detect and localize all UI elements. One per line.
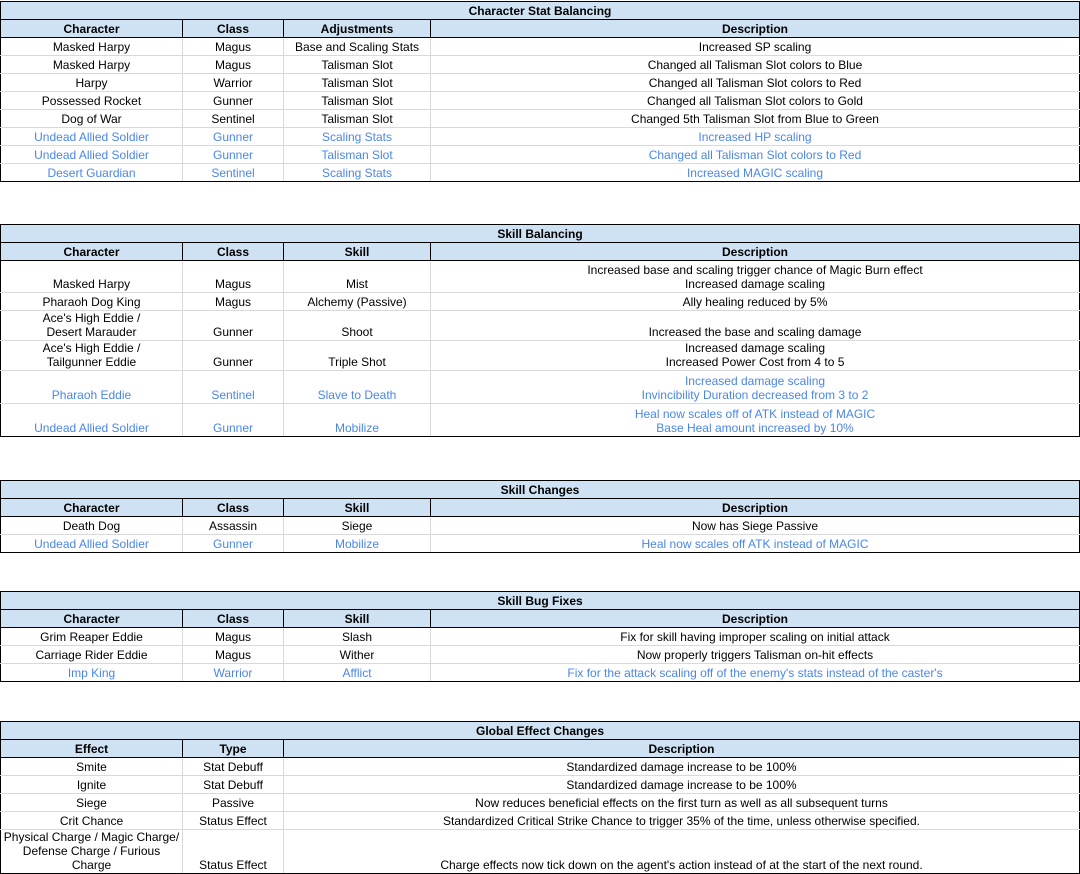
- header-class: Class: [183, 610, 284, 628]
- cell-skill[interactable]: Slave to Death: [284, 371, 431, 404]
- table-row: [1, 56, 1080, 74]
- description-line: Invincibility Duration decreased from 3 to 2: [641, 388, 869, 402]
- cell-effect[interactable]: Smite: [1, 758, 183, 776]
- cell-class[interactable]: Warrior: [183, 664, 284, 682]
- cell-class[interactable]: Gunner: [183, 146, 284, 164]
- cell-skill[interactable]: Mobilize: [284, 404, 431, 437]
- cell-type[interactable]: Status Effect: [183, 830, 284, 874]
- cell-description[interactable]: Changed all Talisman Slot colors to Red: [431, 146, 1080, 164]
- table-row: [1, 371, 1080, 404]
- cell-description[interactable]: Increased MAGIC scaling: [431, 164, 1080, 182]
- cell-class[interactable]: Magus: [183, 56, 284, 74]
- table-row: [1, 146, 1080, 164]
- table-row: [1, 293, 1080, 311]
- header-skill: Skill: [284, 499, 431, 517]
- cell-description[interactable]: Now has Siege Passive: [431, 517, 1080, 535]
- cell-class[interactable]: Magus: [183, 261, 284, 293]
- cell-character[interactable]: Masked Harpy: [1, 261, 183, 293]
- table-row: [1, 758, 1080, 776]
- cell-adjustments[interactable]: Scaling Stats: [284, 164, 431, 182]
- effect-line: Physical Charge / Magic Charge/: [3, 830, 180, 844]
- cell-class[interactable]: Gunner: [183, 92, 284, 110]
- cell-adjustments[interactable]: Talisman Slot: [284, 74, 431, 92]
- cell-class[interactable]: Gunner: [183, 311, 284, 341]
- cell-description[interactable]: Ally healing reduced by 5%: [431, 293, 1080, 311]
- cell-character[interactable]: Possessed Rocket: [1, 92, 183, 110]
- table-skill-changes: [0, 480, 1080, 553]
- character-line: Tailgunner Eddie: [46, 355, 137, 369]
- table-row: [1, 830, 1080, 874]
- character-line: Ace's High Eddie /: [42, 341, 141, 355]
- cell-character[interactable]: Desert Guardian: [1, 164, 183, 182]
- cell-description[interactable]: Changed 5th Talisman Slot from Blue to Green: [431, 110, 1080, 128]
- cell-class[interactable]: Magus: [183, 38, 284, 56]
- header-class: Class: [183, 499, 284, 517]
- cell-skill[interactable]: Wither: [284, 646, 431, 664]
- table-global-effect-changes: [0, 721, 1080, 874]
- header-description: Description: [431, 610, 1080, 628]
- cell-skill[interactable]: Mobilize: [284, 535, 431, 553]
- cell-skill[interactable]: Triple Shot: [284, 341, 431, 371]
- cell-class[interactable]: Gunner: [183, 404, 284, 437]
- table-row: [1, 341, 1080, 371]
- cell-adjustments[interactable]: Talisman Slot: [284, 146, 431, 164]
- table-row: [1, 628, 1080, 646]
- cell-class[interactable]: Magus: [183, 293, 284, 311]
- cell-description[interactable]: Now reduces beneficial effects on the first turn as well as all subsequent turns: [284, 794, 1080, 812]
- cell-description[interactable]: [431, 404, 1080, 437]
- cell-adjustments[interactable]: Scaling Stats: [284, 128, 431, 146]
- character-line: Ace's High Eddie /: [42, 311, 141, 325]
- table-row: [1, 664, 1080, 682]
- table-row: [1, 311, 1080, 341]
- section-title: Skill Changes: [1, 481, 1080, 499]
- cell-effect[interactable]: Siege: [1, 794, 183, 812]
- description-line: Heal now scales off of ATK instead of MAGIC: [634, 407, 876, 421]
- table-row: [1, 812, 1080, 830]
- table-row: [1, 646, 1080, 664]
- cell-description[interactable]: Standardized damage increase to be 100%: [284, 758, 1080, 776]
- table-row: [1, 794, 1080, 812]
- cell-description[interactable]: Now properly triggers Talisman on-hit effects: [431, 646, 1080, 664]
- cell-character[interactable]: Pharaoh Eddie: [1, 371, 183, 404]
- table-row: [1, 92, 1080, 110]
- cell-character[interactable]: Grim Reaper Eddie: [1, 628, 183, 646]
- cell-skill[interactable]: Afflict: [284, 664, 431, 682]
- description-line: Increased base and scaling trigger chance of Magic Burn effect: [587, 263, 923, 277]
- section-title: Global Effect Changes: [1, 722, 1080, 740]
- description-line: Increased damage scaling: [684, 277, 826, 291]
- cell-description[interactable]: Changed all Talisman Slot colors to Red: [431, 74, 1080, 92]
- cell-description[interactable]: Increased SP scaling: [431, 38, 1080, 56]
- cell-class[interactable]: Magus: [183, 628, 284, 646]
- header-character: Character: [1, 610, 183, 628]
- cell-character[interactable]: Undead Allied Soldier: [1, 128, 183, 146]
- header-class: Class: [183, 243, 284, 261]
- cell-class[interactable]: Warrior: [183, 74, 284, 92]
- table-row: [1, 261, 1080, 293]
- header-type: Type: [183, 740, 284, 758]
- header-skill: Skill: [284, 610, 431, 628]
- cell-description[interactable]: Charge effects now tick down on the agent's action instead of at the start of the next round.: [284, 830, 1080, 874]
- table-skill-bug-fixes: [0, 591, 1080, 682]
- cell-type[interactable]: Status Effect: [183, 812, 284, 830]
- cell-character[interactable]: Undead Allied Soldier: [1, 146, 183, 164]
- cell-character[interactable]: Undead Allied Soldier: [1, 535, 183, 553]
- section-title: Skill Bug Fixes: [1, 592, 1080, 610]
- description-line: Base Heal amount increased by 10%: [656, 421, 854, 435]
- header-adjustments: Adjustments: [284, 20, 431, 38]
- cell-character[interactable]: Death Dog: [1, 517, 183, 535]
- cell-description[interactable]: Fix for the attack scaling off of the enemy's stats instead of the caster's: [431, 664, 1080, 682]
- table-row: [1, 517, 1080, 535]
- cell-description[interactable]: Heal now scales off ATK instead of MAGIC: [431, 535, 1080, 553]
- table-row: [1, 776, 1080, 794]
- section-title: Skill Balancing: [1, 225, 1080, 243]
- table-skill-balancing: [0, 224, 1080, 437]
- header-description: Description: [431, 499, 1080, 517]
- cell-effect[interactable]: [1, 830, 183, 874]
- cell-effect[interactable]: Crit Chance: [1, 812, 183, 830]
- cell-type[interactable]: Passive: [183, 794, 284, 812]
- header-character: Character: [1, 499, 183, 517]
- description-line: Increased Power Cost from 4 to 5: [665, 355, 845, 369]
- cell-description[interactable]: Increased the base and scaling damage: [431, 311, 1080, 341]
- table-row: [1, 164, 1080, 182]
- cell-type[interactable]: Stat Debuff: [183, 776, 284, 794]
- cell-class[interactable]: Gunner: [183, 535, 284, 553]
- header-effect: Effect: [1, 740, 183, 758]
- cell-class[interactable]: Sentinel: [183, 110, 284, 128]
- table-row: [1, 38, 1080, 56]
- cell-skill[interactable]: Slash: [284, 628, 431, 646]
- cell-character[interactable]: Undead Allied Soldier: [1, 404, 183, 437]
- cell-description[interactable]: Standardized damage increase to be 100%: [284, 776, 1080, 794]
- cell-description[interactable]: Fix for skill having improper scaling on initial attack: [431, 628, 1080, 646]
- cell-character[interactable]: Masked Harpy: [1, 38, 183, 56]
- table-row: [1, 110, 1080, 128]
- cell-character[interactable]: Harpy: [1, 74, 183, 92]
- header-description: Description: [431, 20, 1080, 38]
- cell-adjustments[interactable]: Base and Scaling Stats: [284, 38, 431, 56]
- cell-character[interactable]: Pharaoh Dog King: [1, 293, 183, 311]
- cell-effect[interactable]: Ignite: [1, 776, 183, 794]
- header-class: Class: [183, 20, 284, 38]
- header-skill: Skill: [284, 243, 431, 261]
- table-row: [1, 128, 1080, 146]
- cell-adjustments[interactable]: Talisman Slot: [284, 92, 431, 110]
- cell-class[interactable]: Gunner: [183, 128, 284, 146]
- header-character: Character: [1, 20, 183, 38]
- header-description: Description: [431, 243, 1080, 261]
- cell-adjustments[interactable]: Talisman Slot: [284, 110, 431, 128]
- character-line: Desert Marauder: [46, 325, 137, 339]
- cell-skill[interactable]: Siege: [284, 517, 431, 535]
- cell-description[interactable]: [431, 371, 1080, 404]
- cell-skill[interactable]: Alchemy (Passive): [284, 293, 431, 311]
- cell-class[interactable]: Sentinel: [183, 164, 284, 182]
- cell-character[interactable]: [1, 341, 183, 371]
- table-row: [1, 535, 1080, 553]
- cell-description[interactable]: Changed all Talisman Slot colors to Gold: [431, 92, 1080, 110]
- table-row: [1, 74, 1080, 92]
- cell-character[interactable]: Imp King: [1, 664, 183, 682]
- cell-description[interactable]: Increased HP scaling: [431, 128, 1080, 146]
- cell-skill[interactable]: Mist: [284, 261, 431, 293]
- cell-class[interactable]: Sentinel: [183, 371, 284, 404]
- cell-character[interactable]: Carriage Rider Eddie: [1, 646, 183, 664]
- cell-description[interactable]: [431, 341, 1080, 371]
- description-line: Increased damage scaling: [684, 341, 826, 355]
- header-description: Description: [284, 740, 1080, 758]
- cell-character[interactable]: [1, 311, 183, 341]
- header-character: Character: [1, 243, 183, 261]
- effect-line: Defense Charge / Furious Charge: [22, 844, 161, 872]
- cell-character[interactable]: Masked Harpy: [1, 56, 183, 74]
- cell-class[interactable]: Assassin: [183, 517, 284, 535]
- cell-skill[interactable]: Shoot: [284, 311, 431, 341]
- table-row: [1, 404, 1080, 437]
- section-title: Character Stat Balancing: [1, 2, 1080, 20]
- cell-description[interactable]: Standardized Critical Strike Chance to trigger 35% of the time, unless otherwise specified.: [284, 812, 1080, 830]
- table-character-stat-balancing: [0, 1, 1080, 182]
- cell-description[interactable]: [431, 261, 1080, 293]
- cell-adjustments[interactable]: Talisman Slot: [284, 56, 431, 74]
- cell-description[interactable]: Changed all Talisman Slot colors to Blue: [431, 56, 1080, 74]
- cell-class[interactable]: Magus: [183, 646, 284, 664]
- description-line: Increased damage scaling: [684, 374, 826, 388]
- cell-character[interactable]: Dog of War: [1, 110, 183, 128]
- cell-type[interactable]: Stat Debuff: [183, 758, 284, 776]
- cell-class[interactable]: Gunner: [183, 341, 284, 371]
